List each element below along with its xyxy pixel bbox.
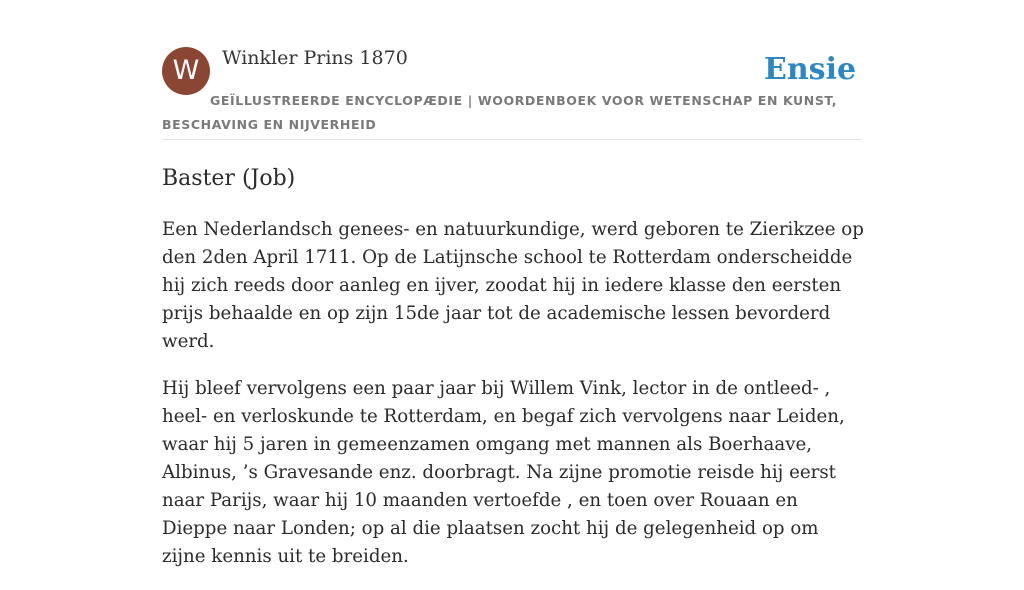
header-divider: [162, 139, 862, 140]
source-subtitle: GEÏLLUSTREERDE ENCYCLOPÆDIE | WOORDENBOEK VOOR WETENSCHAP EN KUNST, BESCHAVING EN NIJVERHEID: [162, 93, 838, 132]
article-paragraph: Hij bleef vervolgens een paar jaar bij Willem Vink, lector in de ontleed- , heel- en verloskunde te Rotterdam, en begaf zich vervolgens naar Leiden, waar hij 5 jaren in gemeenzamen omgang met mannen als Boerhaave, Albinus, ’s Gravesande enz. doorbragt. Na zijne promotie reisde hij eerst naar Parijs, waar hij 10 maanden vertoefde , en toen over Rouaan en Dieppe naar Londen; op al die plaatsen zocht hij de gelegenheid op om zijne kennis uit te breiden.: [162, 378, 845, 567]
source-avatar[interactable]: W: [162, 47, 210, 95]
article-paragraph: Een Nederlandsch genees- en natuurkundige, werd geboren te Zierikzee op den 2den April 1711. Op de Latijnsche school te Rotterdam onderscheidde hij zich reeds door aanleg en ijver, zoodat hij in iedere klasse den eersten prijs behaalde en op zijn 15de jaar tot de academische lessen bevorderd werd.: [162, 219, 864, 352]
article-body: [162, 216, 864, 590]
article-title: Baster (Job): [162, 166, 296, 191]
source-title-link[interactable]: Winkler Prins 1870: [222, 47, 408, 69]
ensie-logo[interactable]: Ensie: [764, 52, 857, 87]
